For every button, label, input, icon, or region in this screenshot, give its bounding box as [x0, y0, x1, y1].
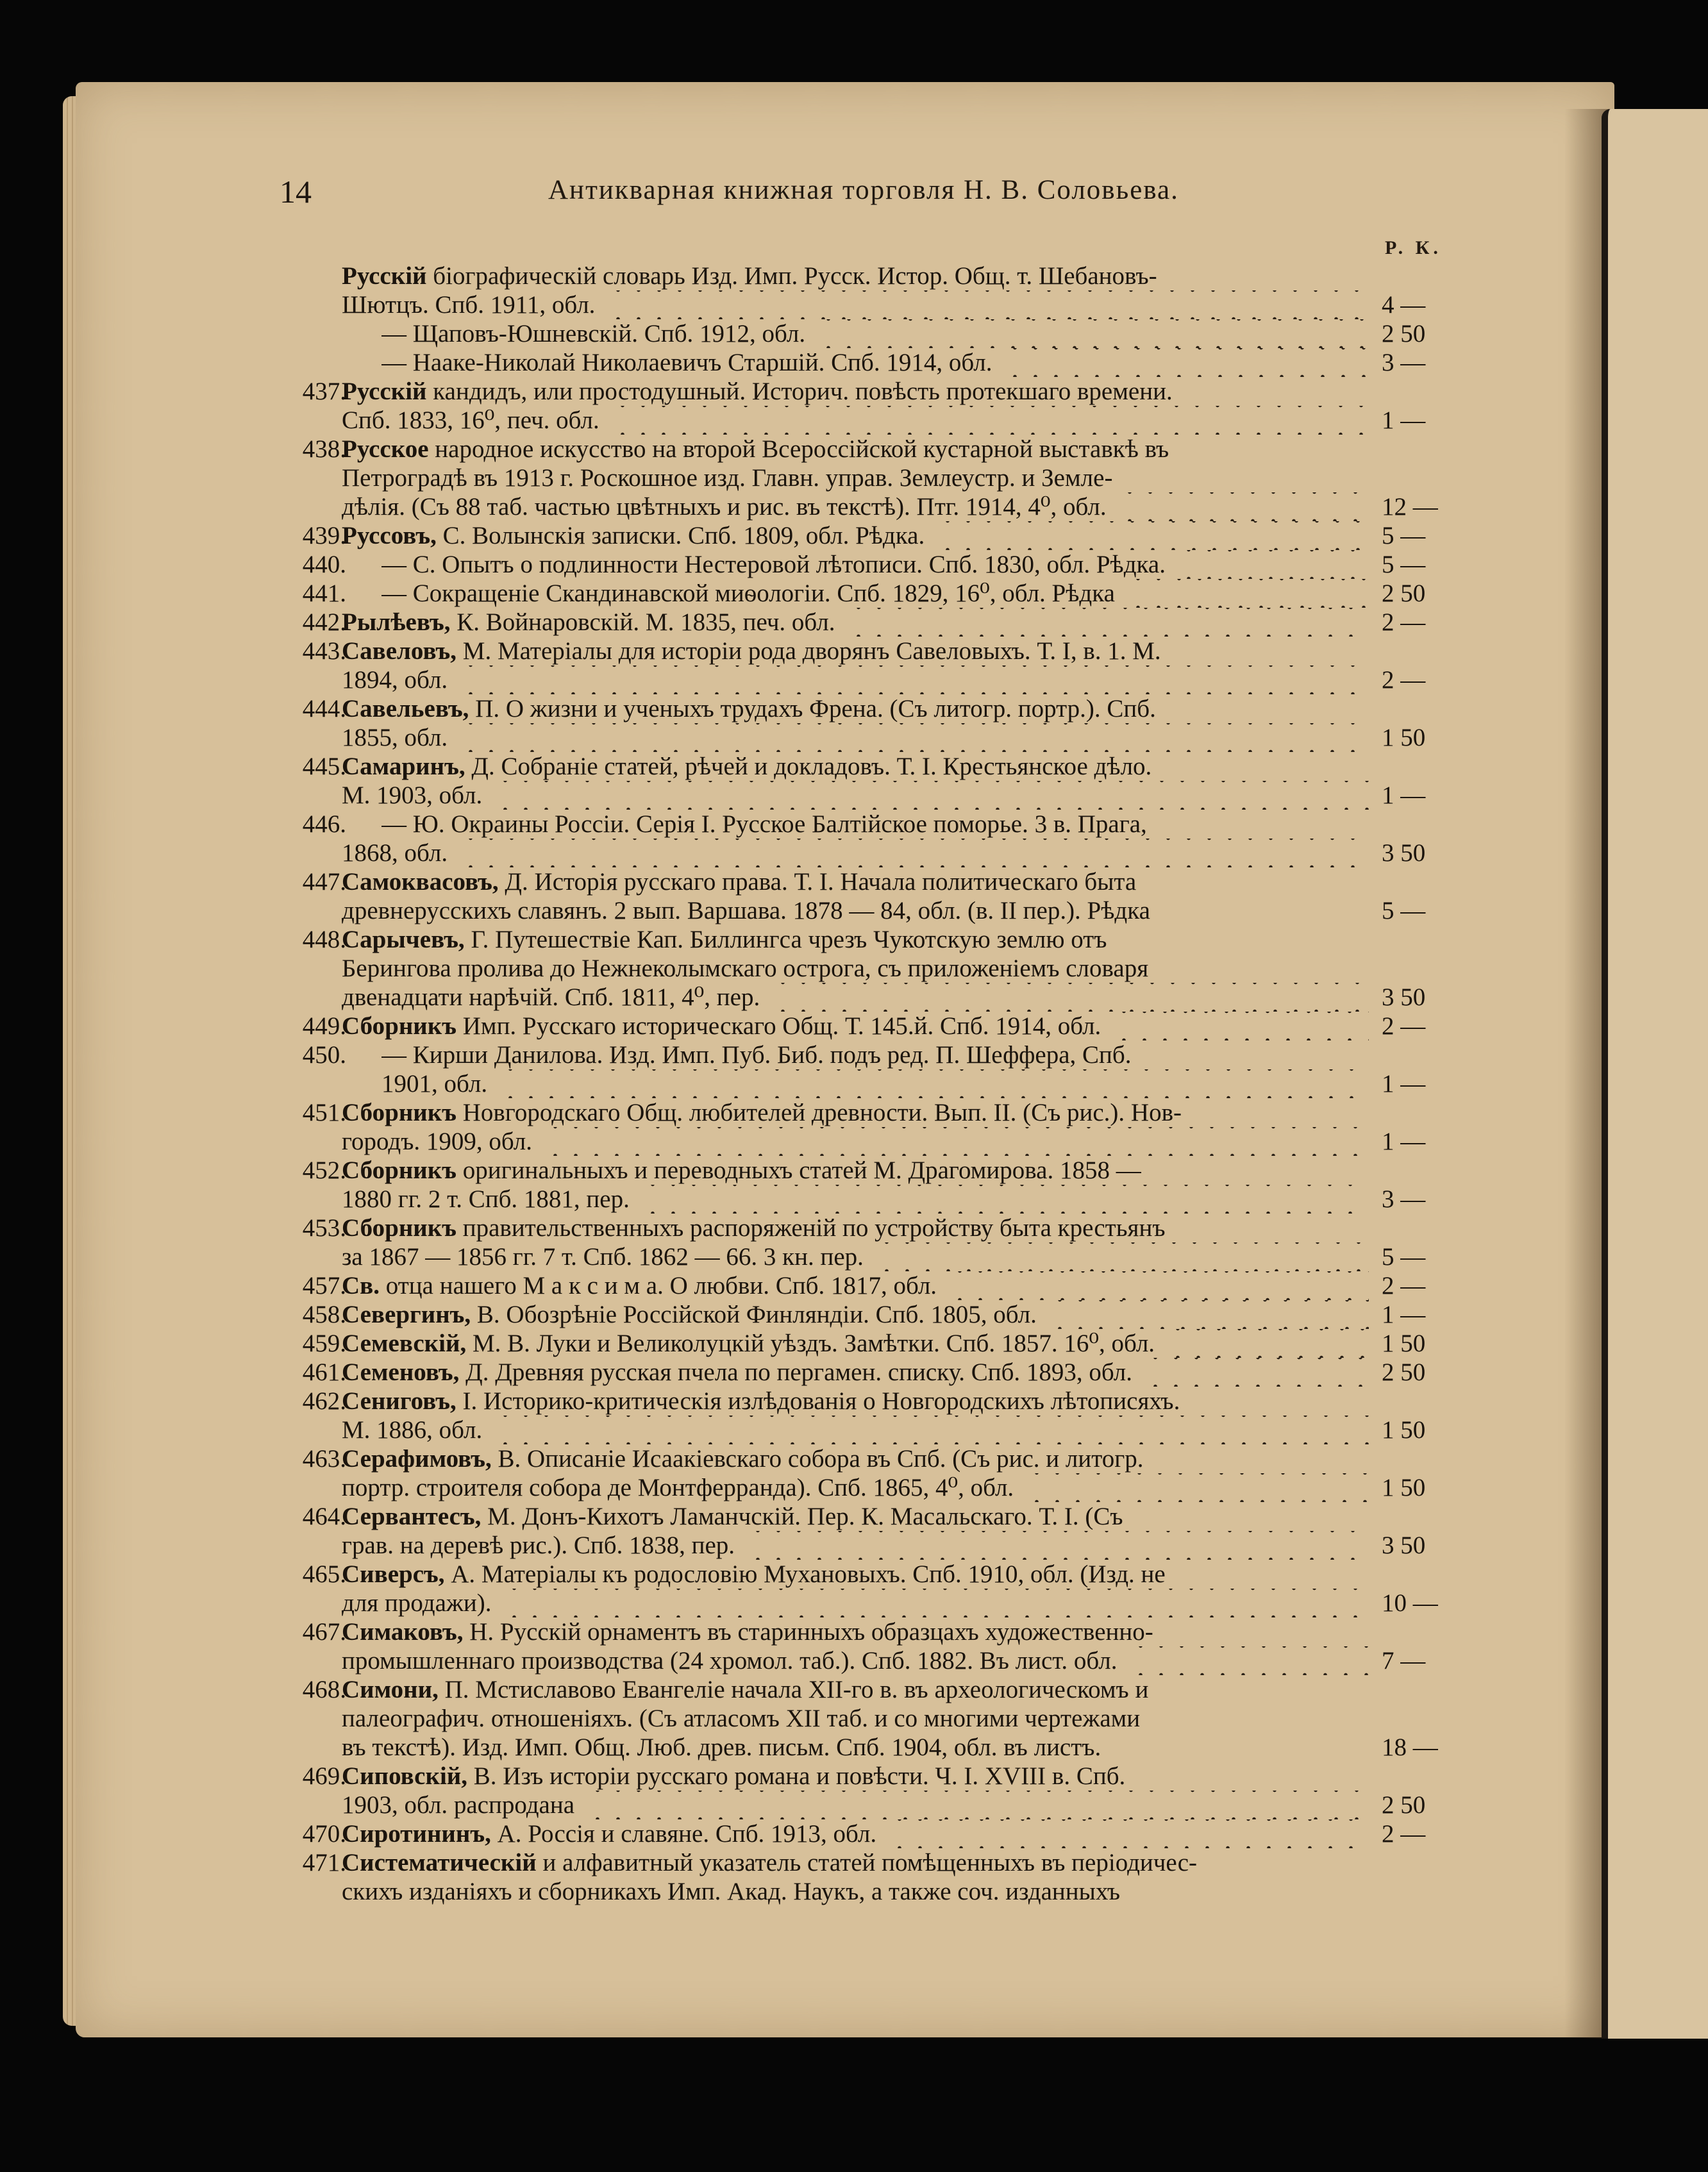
entry-author: Сборникъ [342, 1214, 456, 1242]
catalog-line [256, 723, 1449, 752]
entry-description: Петроградѣ въ 1913 г. Роскошное изд. Главн. управ. Землеустр. и Земле- [342, 464, 1113, 492]
catalog-line [256, 290, 1449, 319]
entry-description: въ текстѣ). Изд. Имп. Общ. Люб. древ. письм. Спб. 1904, обл. въ листъ. [342, 1733, 1101, 1761]
entry-description: — С. Опытъ о подлинности Нестеровой лѣтописи. Спб. 1830, обл. Рѣдка. [381, 551, 1166, 578]
catalog-line [256, 1242, 1449, 1271]
entry-text [342, 1733, 1477, 1762]
catalog-line [256, 406, 1449, 435]
page-number: 14 [280, 174, 312, 210]
entry-author: Сборникъ [342, 1157, 456, 1184]
catalog-line [256, 579, 1449, 608]
catalog-line [256, 1762, 1449, 1791]
entry-description: скихъ изданіяхъ и сборникахъ Имп. Акад. Наукъ, а также соч. изданныхъ [342, 1878, 1121, 1905]
entry-number: 463. [302, 1445, 346, 1473]
leader-dots [1114, 1012, 1369, 1040]
catalog-line [256, 1704, 1449, 1733]
entry-text [342, 1617, 1477, 1646]
entry-price: 3 50 [1382, 983, 1426, 1011]
entry-price: 4 — [1382, 291, 1426, 319]
catalog-line [256, 1040, 1449, 1069]
entry-author: Св. [342, 1272, 380, 1299]
catalog-line [256, 1416, 1449, 1444]
catalog-line [256, 694, 1449, 723]
entry-description: 1901, обл. [381, 1070, 488, 1098]
entry-author: Руссовъ, [342, 522, 437, 549]
entry-price: 1 50 [1382, 1416, 1426, 1444]
entry-description: городъ. 1909, обл. [342, 1128, 532, 1155]
catalog-line [256, 377, 1449, 406]
entry-price: 2 — [1382, 1820, 1426, 1848]
entry-text [342, 896, 1477, 925]
catalog-line [256, 1819, 1449, 1848]
entry-description: древнерусскихъ славянъ. 2 вып. Варшава. 1878 — 84, обл. (в. II пер.). Рѣдка [342, 897, 1150, 924]
entry-author: Сиверсъ, [342, 1560, 445, 1588]
leader-dots [608, 290, 1369, 319]
entry-number: 447. [302, 868, 346, 896]
entry-number: 450. [302, 1041, 346, 1069]
leader-dots [937, 521, 1369, 550]
leader-dots [495, 781, 1369, 810]
catalog-line [256, 1877, 1449, 1906]
catalog-line [256, 1012, 1449, 1040]
entry-description: С. Волынскія записки. Спб. 1809, обл. Рѣдка. [436, 522, 925, 549]
entry-description: Г. Путешествіе Кап. Биллингса чрезъ Чукотскую землю отъ [464, 926, 1107, 953]
entry-description: Шютцъ. Спб. 1911, обл. [342, 291, 596, 319]
entry-price: 2 50 [1382, 1358, 1426, 1386]
entry-price: 10 — [1382, 1589, 1438, 1617]
entry-author: Рылѣевъ, [342, 608, 451, 636]
entry-description: дѣлія. (Съ 88 таб. частью цвѣтныхъ и рис. въ текстѣ). Птг. 1914, 4⁰, обл. [342, 493, 1107, 521]
entry-author: Русское [342, 435, 429, 463]
entry-description: 1880 гг. 2 т. Спб. 1881, пер. [342, 1185, 630, 1213]
leader-dots [848, 608, 1369, 637]
entry-author: Сборникъ [342, 1099, 456, 1126]
entry-price: 1 — [1382, 781, 1426, 809]
entry-price: 2 — [1382, 1272, 1426, 1299]
catalog-line [256, 348, 1449, 377]
entry-description: А. Матеріалы къ родословію Мухановыхъ. Спб. 1910, обл. (Изд. не [444, 1560, 1166, 1588]
leader-dots [495, 1416, 1369, 1444]
catalog-line [256, 1098, 1449, 1127]
catalog-line [256, 1617, 1449, 1646]
catalog-line [256, 435, 1449, 464]
entry-text [342, 377, 1477, 406]
entry-author: Русскій [342, 378, 427, 405]
entry-description: біографическій словарь Изд. Имп. Русск. Истор. Общ. т. Шебановъ- [426, 262, 1157, 290]
entry-number: 471. [302, 1849, 346, 1876]
entry-description: 1894, обл. [342, 666, 448, 694]
catalog-line [256, 1271, 1449, 1300]
catalog-line [256, 867, 1449, 896]
entry-description: Д. Собраніе статей, рѣчей и докладовъ. Т. I. Крестьянское дѣло. [465, 753, 1152, 780]
entry-description: Д. Исторія русскаго права. Т. I. Начала политическаго быта [498, 868, 1137, 896]
entry-author: Семевскій, [342, 1330, 467, 1357]
entry-number: 465. [302, 1560, 346, 1588]
entry-number: 452. [302, 1157, 346, 1184]
catalog-line [256, 1646, 1449, 1675]
entry-description: В. Изъ исторіи русскаго романа и повѣсти. Ч. I. XVIII в. Спб. [467, 1762, 1126, 1790]
entry-price: 5 — [1382, 897, 1426, 924]
entry-description: М. Матеріалы для исторіи рода дворянъ Савеловыхъ. Т. I, в. 1. М. [456, 637, 1161, 665]
entry-number: 440. [302, 551, 346, 578]
entry-description: промышленнаго производства (24 хромол. таб.). Спб. 1882. Въ лист. обл. [342, 1647, 1118, 1675]
entry-author: Савеловъ, [342, 637, 457, 665]
entry-description: М. В. Луки и Великолуцкій уѣздъ. Замѣтки. Спб. 1857. 16⁰, обл. [466, 1330, 1155, 1357]
entry-number: 462. [302, 1387, 346, 1415]
catalog-line [256, 637, 1449, 665]
entry-description: и алфавитный указатель статей помѣщенныхъ въ періодичес- [536, 1849, 1197, 1876]
entry-description: М. 1903, обл. [342, 781, 483, 809]
leader-dots [1128, 579, 1369, 608]
entry-author: Семеновъ, [342, 1358, 460, 1386]
entry-description: В. Обозрѣніе Россійской Финляндіи. Спб. 1805, обл. [471, 1301, 1037, 1328]
entry-description: палеографич. отношеніяхъ. (Съ атласомъ XII таб. и со многими чертежами [342, 1705, 1141, 1732]
catalog-line [256, 1156, 1449, 1185]
leader-dots [1178, 550, 1369, 579]
catalog-line [256, 1300, 1449, 1329]
entry-price: 2 — [1382, 1012, 1426, 1040]
entry-number: 457. [302, 1272, 346, 1299]
catalog-line [256, 1214, 1449, 1242]
entry-number: 449. [302, 1012, 346, 1040]
entry-text [342, 1560, 1477, 1589]
entry-author: Сборникъ [342, 1012, 456, 1040]
leader-dots [889, 1819, 1369, 1848]
entry-text [342, 1848, 1477, 1877]
entry-price: 2 — [1382, 608, 1426, 636]
entry-description: 1903, обл. распродана [342, 1791, 575, 1819]
entry-price: 3 50 [1382, 839, 1426, 867]
entry-price: 1 — [1382, 1070, 1426, 1098]
entry-price: 1 — [1382, 406, 1426, 434]
entry-author: Систематическій [342, 1849, 537, 1876]
entry-number: 470. [302, 1820, 346, 1848]
catalog-line [256, 810, 1449, 839]
leader-dots [1168, 1329, 1369, 1358]
entry-price: 1 50 [1382, 1474, 1426, 1501]
entry-description: — Ю. Окраины Россіи. Серія I. Русское Балтійское поморье. 3 в. Прага, [381, 810, 1147, 838]
entry-number: 444. [302, 695, 346, 723]
leader-dots [460, 665, 1369, 694]
leader-dots [1145, 1358, 1369, 1387]
entry-number: 464. [302, 1503, 346, 1530]
leader-dots [612, 406, 1369, 435]
entry-text [342, 694, 1477, 723]
leader-dots [460, 723, 1369, 752]
entry-text [342, 637, 1477, 665]
entry-price: 1 — [1382, 1301, 1426, 1328]
catalog-line [256, 1329, 1449, 1358]
entry-number: 437. [302, 378, 346, 405]
entry-author: Сарычевъ, [342, 926, 465, 953]
entry-text [342, 435, 1477, 464]
entry-number: 451. [302, 1099, 346, 1126]
catalog-line [256, 781, 1449, 810]
entry-text [342, 925, 1477, 954]
entry-price: 3 — [1382, 1185, 1426, 1213]
leader-dots [950, 1271, 1369, 1300]
entry-text [342, 1675, 1477, 1704]
catalog-line [256, 464, 1449, 492]
entry-price: 5 — [1382, 1243, 1426, 1271]
leader-dots [1005, 348, 1369, 377]
catalog-line [256, 1848, 1449, 1877]
entry-number: 439. [302, 522, 346, 549]
leader-dots [642, 1185, 1369, 1214]
entry-description: народное искусство на второй Всероссійской кустарной выставкѣ въ [428, 435, 1169, 463]
entry-text [381, 1040, 1516, 1069]
entry-number: 459. [302, 1330, 346, 1357]
entry-description: за 1867 — 1856 гг. 7 т. Спб. 1862 — 66. 3 кн. пер. [342, 1243, 864, 1271]
leader-dots [545, 1127, 1369, 1156]
catalog-line [256, 665, 1449, 694]
catalog-line [256, 954, 1449, 983]
entry-description: правительственныхъ распоряженій по устройству быта крестьянъ [456, 1214, 1166, 1242]
entry-description: кандидъ, или простодушный. Историч. повѣсть протекшаго времени. [426, 378, 1173, 405]
entry-number: 441. [302, 580, 346, 607]
entry-number: 446. [302, 810, 346, 838]
leader-dots [1050, 1300, 1369, 1329]
entry-price: 3 50 [1382, 1532, 1426, 1559]
entry-author: Серафимовъ, [342, 1445, 492, 1473]
catalog-line [256, 492, 1449, 521]
entry-description: — Нааке-Николай Николаевичъ Старшій. Спб. 1914, обл. [381, 349, 992, 376]
catalog-line [256, 839, 1449, 867]
entry-description: 1855, обл. [342, 724, 448, 751]
catalog-line [256, 1473, 1449, 1502]
leader-dots [773, 983, 1369, 1012]
entry-description: — Щаповъ-Юшневскій. Спб. 1912, обл. [381, 320, 806, 347]
entry-description: 1868, обл. [342, 839, 448, 867]
entry-text [342, 1156, 1477, 1185]
entry-price: 3 — [1382, 349, 1426, 376]
entry-description: К. Войнаровскій. М. 1835, печ. обл. [450, 608, 835, 636]
entry-number: 442. [302, 608, 346, 636]
entry-author: Симаковъ, [342, 1618, 464, 1646]
entry-text [342, 1387, 1477, 1416]
leader-dots [818, 319, 1369, 348]
entry-price: 1 — [1382, 1128, 1426, 1155]
entry-number: 468. [302, 1676, 346, 1703]
entry-price: 18 — [1382, 1733, 1438, 1761]
leader-dots [1119, 492, 1369, 521]
entry-description: Н. Русскій орнаментъ въ старинныхъ образцахъ художественно- [463, 1618, 1153, 1646]
entry-number: 461. [302, 1358, 346, 1386]
entry-text [342, 1214, 1477, 1242]
entry-price: 5 — [1382, 551, 1426, 578]
catalog-line [256, 1069, 1449, 1098]
entry-price: 1 50 [1382, 1330, 1426, 1357]
entry-description: П. Мстиславово Евангеліе начала XII-го в. въ археологическомъ и [438, 1676, 1149, 1703]
entry-price: 12 — [1382, 493, 1438, 521]
entry-price: 2 50 [1382, 1791, 1426, 1819]
entry-description: П. О жизни и ученыхъ трудахъ Френа. (Съ литогр. портр.). Спб. [469, 695, 1156, 723]
entry-description: — Сокращеніе Скандинавской миѳологіи. Спб. 1829, 16⁰, обл. Рѣдка [381, 580, 1115, 607]
entry-description: отца нашего М а к с и м а. О любви. Спб. 1817, обл. [379, 1272, 937, 1299]
catalog-line [256, 608, 1449, 637]
catalog-line [256, 550, 1449, 579]
entry-text [342, 1877, 1477, 1906]
entry-description: М. 1886, обл. [342, 1416, 483, 1444]
entry-description: М. Донъ-Кихотъ Ламанчскій. Пер. К. Масальскаго. Т. I. (Съ [481, 1503, 1123, 1530]
entry-price: 1 50 [1382, 724, 1426, 751]
entry-author: Савельевъ, [342, 695, 469, 723]
entry-description: двенадцати нарѣчій. Спб. 1811, 4⁰, пер. [342, 983, 760, 1011]
catalog-line [256, 1560, 1449, 1589]
price-column-header: Р. К. [1385, 237, 1442, 258]
entry-text [342, 1704, 1477, 1733]
entry-number: 443. [302, 637, 346, 665]
entry-number: 453. [302, 1214, 346, 1242]
entry-text [342, 954, 1477, 983]
entry-author: Самоквасовъ, [342, 868, 499, 896]
catalog-line [256, 1791, 1449, 1819]
entry-text [342, 1502, 1477, 1531]
entry-author: Сиповскій, [342, 1762, 468, 1790]
entry-description: I. Историко-критическія излѣдованія о Новгородскихъ лѣтописяхъ. [456, 1387, 1180, 1415]
entry-number: 448. [302, 926, 346, 953]
leader-dots [748, 1531, 1369, 1560]
entry-author: Сениговъ, [342, 1387, 456, 1415]
entry-price: 5 — [1382, 522, 1426, 549]
entry-description: Имп. Русскаго историческаго Общ. Т. 145.й. Спб. 1914, обл. [456, 1012, 1101, 1040]
catalog-line [256, 1733, 1449, 1762]
entry-author: Сиротининъ, [342, 1820, 491, 1848]
catalog-line [256, 752, 1449, 781]
entry-description: грав. на деревѣ рис.). Спб. 1838, пер. [342, 1532, 735, 1559]
catalog-line [256, 983, 1449, 1012]
entry-text [381, 810, 1516, 839]
leader-dots [876, 1242, 1369, 1271]
entry-author: Русскій [342, 262, 427, 290]
leader-dots [504, 1589, 1369, 1617]
entry-description: А. Россія и славяне. Спб. 1913, обл. [490, 1820, 877, 1848]
entry-description: оригинальныхъ и переводныхъ статей М. Драгомирова. 1858 — [456, 1157, 1141, 1184]
entry-description: Спб. 1833, 16⁰, печ. обл. [342, 406, 599, 434]
catalog-line [256, 1502, 1449, 1531]
entry-text [342, 1444, 1477, 1473]
entry-number: 469. [302, 1762, 346, 1790]
entry-number: 458. [302, 1301, 346, 1328]
entry-description: В. Описаніе Исаакіевскаго собора въ Спб. (Съ рис. и литогр. [491, 1445, 1144, 1473]
entry-price: 7 — [1382, 1647, 1426, 1675]
entry-author: Севергинъ, [342, 1301, 471, 1328]
facing-page [1602, 109, 1708, 2039]
entry-description: портр. строителя собора де Монтферранда). Спб. 1865, 4⁰, обл. [342, 1474, 1014, 1501]
catalog-line [256, 1531, 1449, 1560]
catalog-line [256, 925, 1449, 954]
catalog-line [256, 1358, 1449, 1387]
entry-text [342, 1098, 1477, 1127]
entry-description: для продажи). [342, 1589, 492, 1617]
entry-author: Сервантесъ, [342, 1503, 481, 1530]
entry-text [342, 262, 1477, 290]
entry-text [342, 752, 1477, 781]
entry-number: 445. [302, 753, 346, 780]
catalog-line [256, 1589, 1449, 1617]
running-title: Антикварная книжная торговля Н. В. Соловьева. [548, 175, 1179, 205]
leader-dots [1130, 1646, 1369, 1675]
entry-text [342, 1762, 1477, 1791]
entry-description: Берингова пролива до Нежнеколымскаго острога, съ приложеніемъ словаря [342, 955, 1149, 982]
entry-price: 2 — [1382, 666, 1426, 694]
entry-price: 2 50 [1382, 580, 1426, 607]
entry-description: Новгородскаго Общ. любителей древности. Вып. II. (Съ рис.). Нов- [456, 1099, 1182, 1126]
catalog-line [256, 1444, 1449, 1473]
entry-author: Самаринъ, [342, 753, 465, 780]
leader-dots [587, 1791, 1369, 1819]
catalog-line [256, 521, 1449, 550]
leader-dots [460, 839, 1369, 867]
entry-text [342, 464, 1477, 492]
catalog-line [256, 1127, 1449, 1156]
entry-price: 2 50 [1382, 320, 1426, 347]
catalog-entries [256, 262, 1449, 1906]
leader-dots [1026, 1473, 1369, 1502]
catalog-line [256, 319, 1449, 348]
catalog-line [256, 896, 1449, 925]
entry-description: — Кирши Данилова. Изд. Имп. Пуб. Биб. подъ ред. П. Шеффера, Спб. [381, 1041, 1132, 1069]
leader-dots [500, 1069, 1369, 1098]
entry-number: 438. [302, 435, 346, 463]
catalog-line [256, 1675, 1449, 1704]
entry-text [342, 867, 1477, 896]
catalog-line [256, 1185, 1449, 1214]
entry-number: 467. [302, 1618, 346, 1646]
catalog-line [256, 262, 1449, 290]
entry-author: Симони, [342, 1676, 439, 1703]
catalog-line [256, 1387, 1449, 1416]
entry-description: Д. Древняя русская пчела по пергамен. списку. Спб. 1893, обл. [459, 1358, 1132, 1386]
